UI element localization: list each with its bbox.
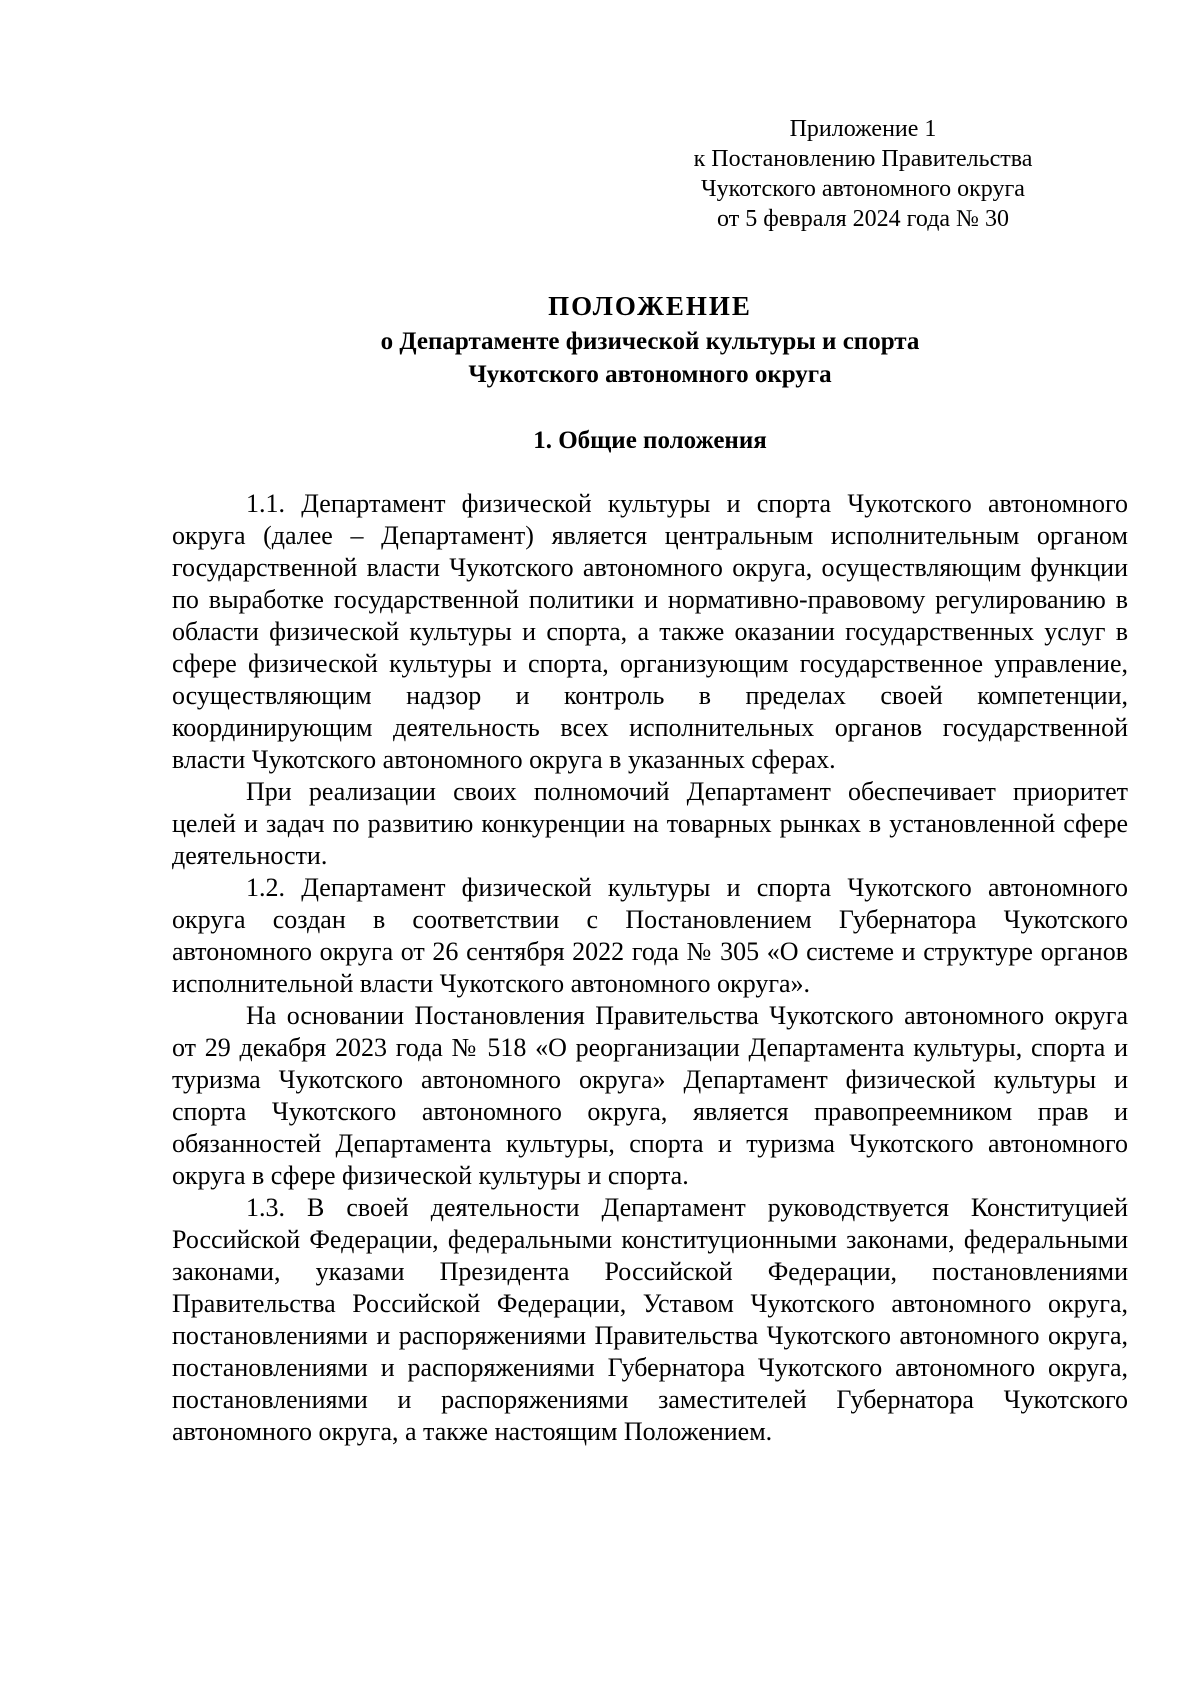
paragraph: 1.1. Департамент физической культуры и спорта Чукотского автономного округа (далее – Департамент) является центральным исполнительным органом государственной власти Чукотского автономного округа, осуществляющим функции по выработке государственной политики и нормативно-правовому регулированию в области физической культуры и спорта, а также оказании государственных услуг в сфере физической культуры и спорта, организующим государственное управление, осуществляющим надзор и контроль в пределах своей компетенции, координирующим деятельность всех исполнительных органов государственной власти Чукотского автономного округа в указанных сферах.	[172, 489, 1128, 774]
document-subtitle: о Департаменте физической культуры и спорта	[380, 328, 920, 355]
paragraph: На основании Постановления Правительства Чукотского автономного округа от 29 декабря 2023 года № 518 «О реорганизации Департамента культуры, спорта и туризма Чукотского автономного округа» Департамент физической культуры и спорта Чукотского автономного округа, является правопреемником прав и обязанностей Департамента культуры, спорта и туризма Чукотского автономного округа в сфере физической культуры и спорта.	[172, 1001, 1128, 1190]
section-body	[172, 488, 1128, 1448]
appendix-line: Чукотского автономного округа	[701, 176, 1025, 202]
paragraph: 1.2. Департамент физической культуры и спорта Чукотского автономного округа создан в соответствии с Постановлением Губернатора Чукотского автономного округа от 26 сентября 2022 года № 305 «О системе и структуре органов исполнительной власти Чукотского автономного округа».	[172, 873, 1128, 998]
paragraph: 1.3. В своей деятельности Департамент руководствуется Конституцией Российской Федерации, федеральными конституционными законами, федеральными законами, указами Президента Российской Федерации, постановлениями Правительства Российской Федерации, Уставом Чукотского автономного округа, постановлениями и распоряжениями Правительства Чукотского автономного округа, постановлениями и распоряжениями Губернатора Чукотского автономного округа, постановлениями и распоряжениями заместителей Губернатора Чукотского автономного округа, а также настоящим Положением.	[172, 1193, 1128, 1446]
appendix-line: от 5 февраля 2024 года № 30	[717, 206, 1009, 232]
document-title-block	[172, 287, 1128, 391]
appendix-reference	[660, 114, 1066, 234]
document-title: ПОЛОЖЕНИЕ	[548, 291, 752, 321]
document-subtitle: Чукотского автономного округа	[468, 361, 832, 388]
appendix-line: к Постановлению Правительства	[693, 146, 1033, 172]
paragraph: При реализации своих полномочий Департамент обеспечивает приоритет целей и задач по развитию конкуренции на товарных рынках в установленной сфере деятельности.	[172, 777, 1128, 870]
appendix-line: Приложение 1	[789, 116, 937, 142]
section-heading: 1. Общие положения	[533, 427, 767, 454]
